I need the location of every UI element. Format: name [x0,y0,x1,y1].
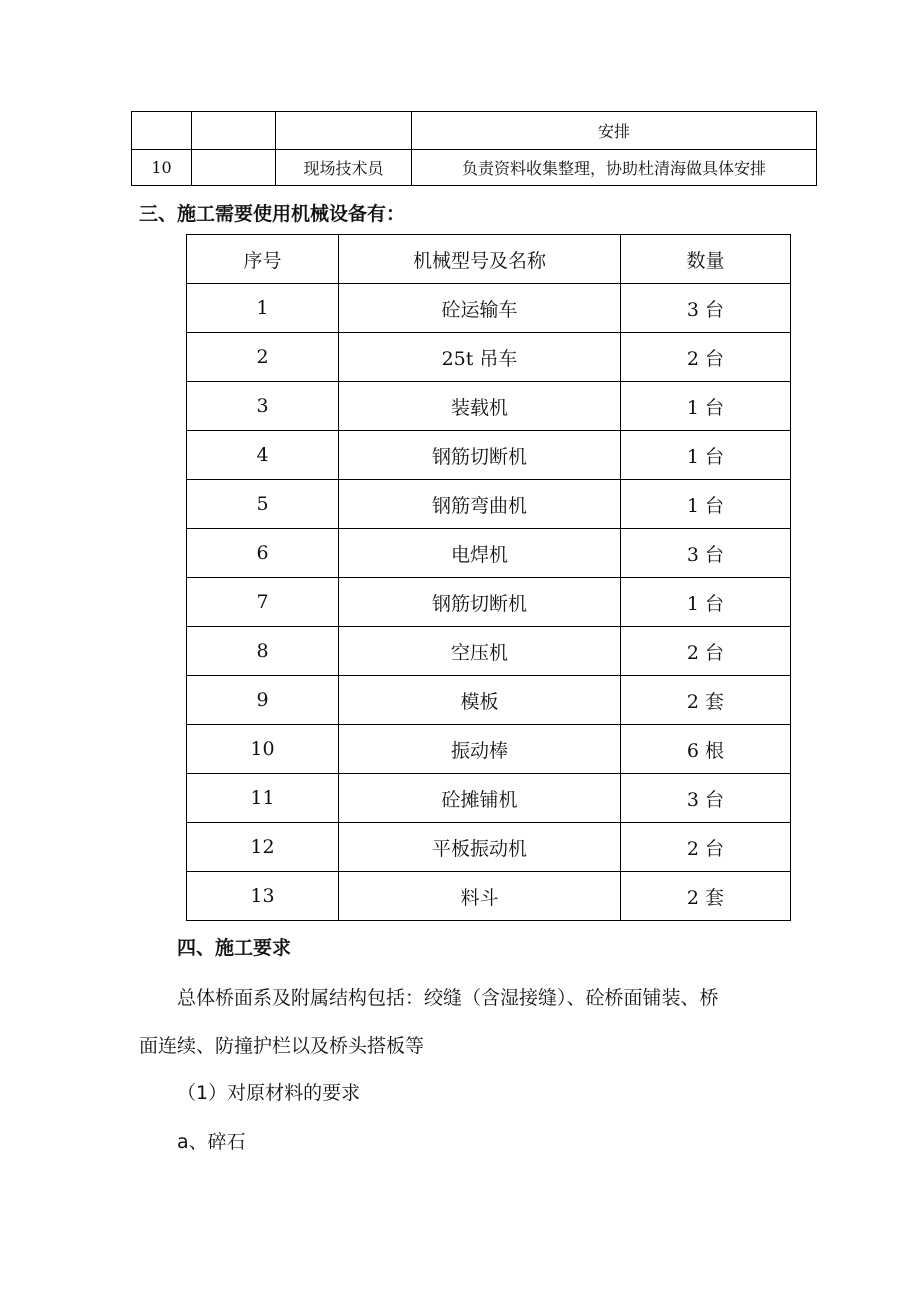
table-cell: 10 [132,150,192,186]
table-cell: 8 [187,627,339,676]
table-row [187,382,791,431]
table-cell: 1 台 [621,382,791,431]
table-row [187,431,791,480]
table-cell [132,112,192,150]
table-row [187,823,791,872]
table-row [187,284,791,333]
table-cell: 负责资料收集整理，协助杜清海做具体安排 [412,150,817,186]
table-cell [192,150,276,186]
table-cell: 模板 [339,676,621,725]
table-row [187,529,791,578]
table-cell: 空压机 [339,627,621,676]
personnel-table [131,111,817,186]
table-cell: 2 台 [621,823,791,872]
list-item-heading: a、碎石 [177,1131,246,1153]
table-cell: 6 根 [621,725,791,774]
table-cell: 安排 [412,112,817,150]
table-cell: 1 台 [621,431,791,480]
table-cell: 2 台 [621,333,791,382]
table-cell: 钢筋切断机 [339,578,621,627]
table-cell: 25t 吊车 [339,333,621,382]
table-cell: 9 [187,676,339,725]
table-cell: 电焊机 [339,529,621,578]
table-cell: 现场技术员 [276,150,412,186]
table-cell: 振动棒 [339,725,621,774]
section-4-heading: 四、施工要求 [177,937,292,959]
table-cell: 装载机 [339,382,621,431]
table-cell: 1 台 [621,578,791,627]
table-cell: 平板振动机 [339,823,621,872]
table-cell [276,112,412,150]
table-row [187,578,791,627]
table-cell: 钢筋弯曲机 [339,480,621,529]
machine-equipment-table [186,234,791,921]
table-row [187,333,791,382]
table-cell: 13 [187,872,339,921]
table-row [187,725,791,774]
table-cell: 钢筋切断机 [339,431,621,480]
column-header: 机械型号及名称 [339,235,621,284]
table-row [132,112,817,150]
paragraph-line: 总体桥面系及附属结构包括：绞缝（含湿接缝）、砼桥面铺装、桥 [177,987,719,1009]
column-header: 序号 [187,235,339,284]
table-cell: 7 [187,578,339,627]
table-cell: 砼摊铺机 [339,774,621,823]
table-cell: 4 [187,431,339,480]
table-cell: 3 台 [621,529,791,578]
table-cell: 3 台 [621,284,791,333]
table-cell: 10 [187,725,339,774]
table-cell [192,112,276,150]
table-cell: 11 [187,774,339,823]
table-cell: 砼运输车 [339,284,621,333]
table-cell: 2 套 [621,872,791,921]
table-cell: 2 [187,333,339,382]
table-cell: 12 [187,823,339,872]
table-cell: 3 [187,382,339,431]
table-row [187,872,791,921]
table-cell: 1 [187,284,339,333]
table-cell: 5 [187,480,339,529]
table-cell: 2 套 [621,676,791,725]
table-row [187,774,791,823]
list-item-heading: （1）对原材料的要求 [177,1082,361,1104]
table-cell: 3 台 [621,774,791,823]
table-cell: 2 台 [621,627,791,676]
table-row [187,627,791,676]
table-cell: 1 台 [621,480,791,529]
column-header: 数量 [621,235,791,284]
paragraph-line: 面连续、防撞护栏以及桥头搭板等 [139,1035,425,1057]
table-row [187,676,791,725]
section-3-heading: 三、施工需要使用机械设备有： [139,203,406,225]
table-header-row [187,235,791,284]
table-cell: 6 [187,529,339,578]
table-row [187,480,791,529]
table-row [132,150,817,186]
table-cell: 料斗 [339,872,621,921]
